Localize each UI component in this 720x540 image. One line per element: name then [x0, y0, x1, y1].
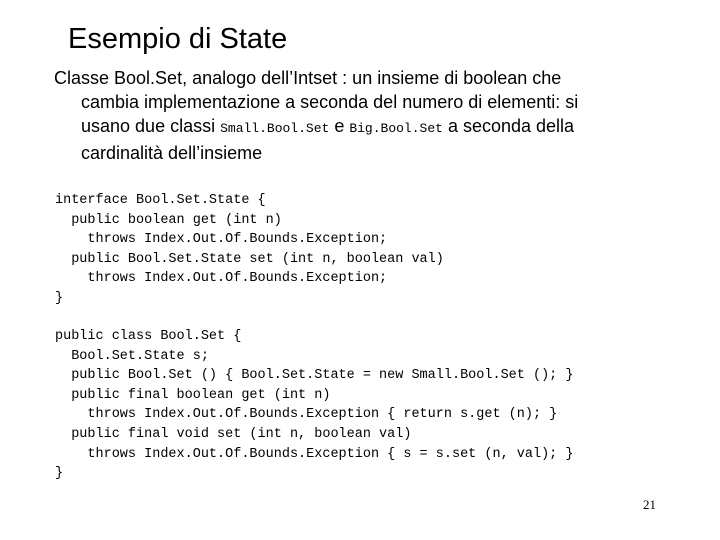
code-line: public Bool.Set () { Bool.Set.State = new Small.Bool.Set (); }	[55, 368, 574, 384]
intro-paragraph	[54, 66, 654, 165]
intro-line-3	[54, 114, 654, 141]
slide-title: Esempio di State	[68, 23, 288, 55]
intro-line-3-start: usano due classi	[81, 116, 221, 136]
code-line: public Bool.Set.State set (int n, boolean val)	[55, 251, 444, 267]
code-line: interface Bool.Set.State {	[55, 193, 266, 208]
big-boolset-class-name: Big.Bool.Set	[349, 121, 443, 136]
code-line: Bool.Set.State s;	[55, 348, 209, 364]
code-line: public class Bool.Set {	[55, 329, 242, 344]
intro-line-3-conjunction: e	[329, 116, 350, 136]
code-line: public final void set (int n, boolean val)	[55, 426, 412, 442]
class-code-block	[55, 327, 573, 484]
page-number: 21	[643, 497, 656, 512]
code-line: throws Index.Out.Of.Bounds.Exception;	[55, 232, 388, 248]
code-line: }	[55, 290, 64, 306]
intro-line-2: cambia implementazione a seconda del numero di elementi: si	[81, 92, 579, 112]
code-line: public final boolean get (int n)	[55, 387, 331, 403]
intro-line-1: Classe Bool.Set, analogo dell’Intset : un insieme di boolean che	[54, 68, 562, 88]
code-line: throws Index.Out.Of.Bounds.Exception;	[55, 271, 388, 287]
code-line: throws Index.Out.Of.Bounds.Exception { s = s.set (n, val); }	[55, 446, 574, 462]
code-line: }	[55, 466, 64, 482]
intro-line-4: cardinalità dell’insieme	[81, 143, 263, 163]
code-line: public boolean get (int n)	[55, 212, 282, 228]
small-boolset-class-name: Small.Bool.Set	[220, 121, 330, 136]
intro-line-3-end: a seconda della	[442, 116, 575, 136]
interface-code-block	[55, 191, 444, 309]
code-line: throws Index.Out.Of.Bounds.Exception { return s.get (n); }	[55, 407, 558, 423]
